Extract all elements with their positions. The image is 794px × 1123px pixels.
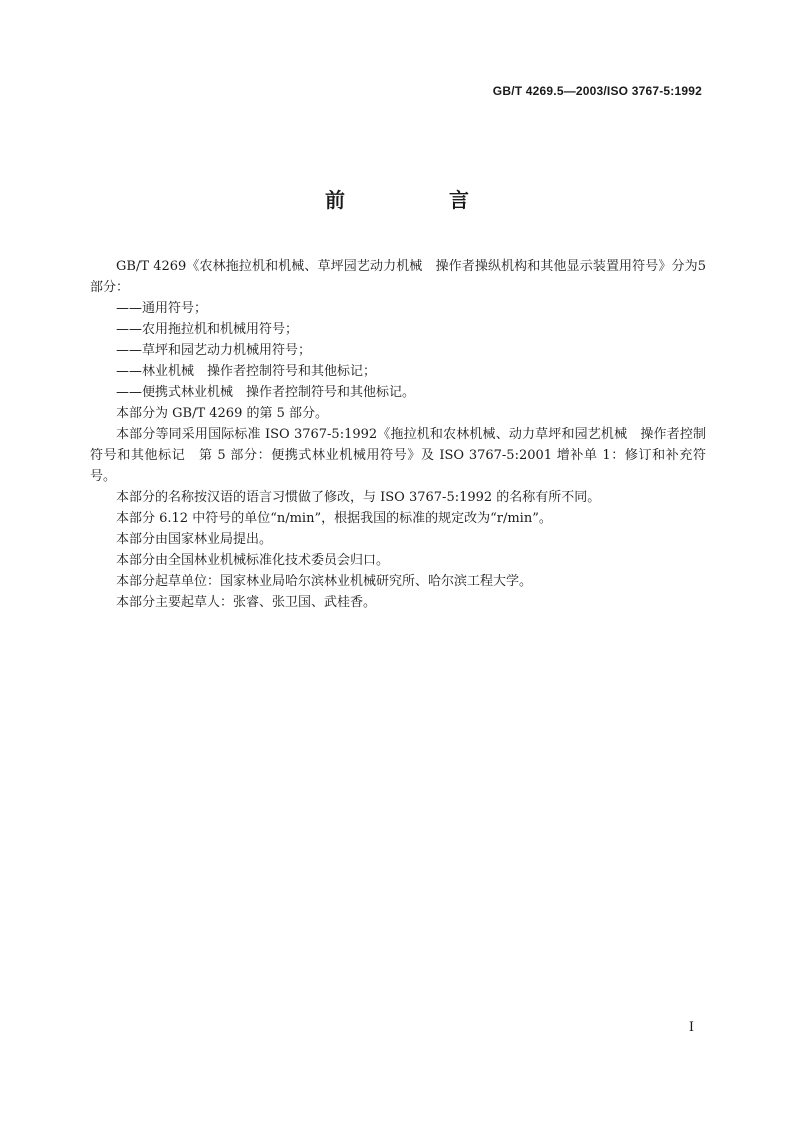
paragraph-unit-change: 本部分 6.12 中符号的单位“n/min”，根据我国的标准的规定改为“r/min”。 bbox=[116, 511, 552, 526]
paragraph-proposer: 本部分由国家林业局提出。 bbox=[116, 532, 273, 547]
paragraph-name-change: 本部分的名称按汉语的语言习惯做了修改，与 ISO 3767-5:1992 的名称有所不同。 bbox=[116, 490, 601, 505]
list-item bbox=[90, 319, 706, 340]
list-item bbox=[90, 382, 706, 403]
list-item bbox=[90, 361, 706, 382]
list-dash: —— bbox=[116, 385, 142, 400]
list-dash: —— bbox=[116, 343, 142, 358]
list-item-text: 通用符号； bbox=[142, 301, 208, 316]
paragraph-drafting-units: 本部分起草单位：国家林业局哈尔滨林业机械研究所、哈尔滨工程大学。 bbox=[116, 574, 533, 589]
list-item bbox=[90, 340, 706, 361]
standard-code: GB/T 4269.5—2003/ISO 3767-5:1992 bbox=[492, 84, 702, 98]
page-number: I bbox=[688, 1020, 694, 1035]
parts-list bbox=[90, 298, 706, 403]
list-item-text: 草坪和园艺动力机械用符号； bbox=[142, 343, 312, 358]
list-item-text: 林业机械 操作者控制符号和其他标记； bbox=[142, 364, 377, 379]
list-dash: —— bbox=[116, 301, 142, 316]
paragraph-committee: 本部分由全国林业机械标准化技术委员会归口。 bbox=[116, 553, 390, 568]
list-item-text: 便携式林业机械 操作者控制符号和其他标记。 bbox=[142, 385, 416, 400]
list-dash: —— bbox=[116, 322, 142, 337]
paragraph-part-number: 本部分为 GB/T 4269 的第 5 部分。 bbox=[116, 406, 329, 421]
intro-paragraph: GB/T 4269《农林拖拉机和机械、草坪园艺动力机械 操作者操纵机构和其他显示装置用符号》分为5部分： bbox=[90, 259, 706, 295]
document-body bbox=[90, 256, 706, 613]
list-item-text: 农用拖拉机和机械用符号； bbox=[142, 322, 299, 337]
page-title: 前 言 bbox=[325, 188, 511, 212]
list-dash: —— bbox=[116, 364, 142, 379]
paragraph-adoption: 本部分等同采用国际标准 ISO 3767-5:1992《拖拉机和农林机械、动力草坪和园艺机械 操作者控制符号和其他标记 第 5 部分：便携式林业机械用符号》及 ISO 3767-5:2001 增补单 1：修订和补充符号。 bbox=[90, 427, 706, 484]
list-item bbox=[90, 298, 706, 319]
paragraph-drafters: 本部分主要起草人：张睿、张卫国、武桂香。 bbox=[116, 595, 377, 610]
